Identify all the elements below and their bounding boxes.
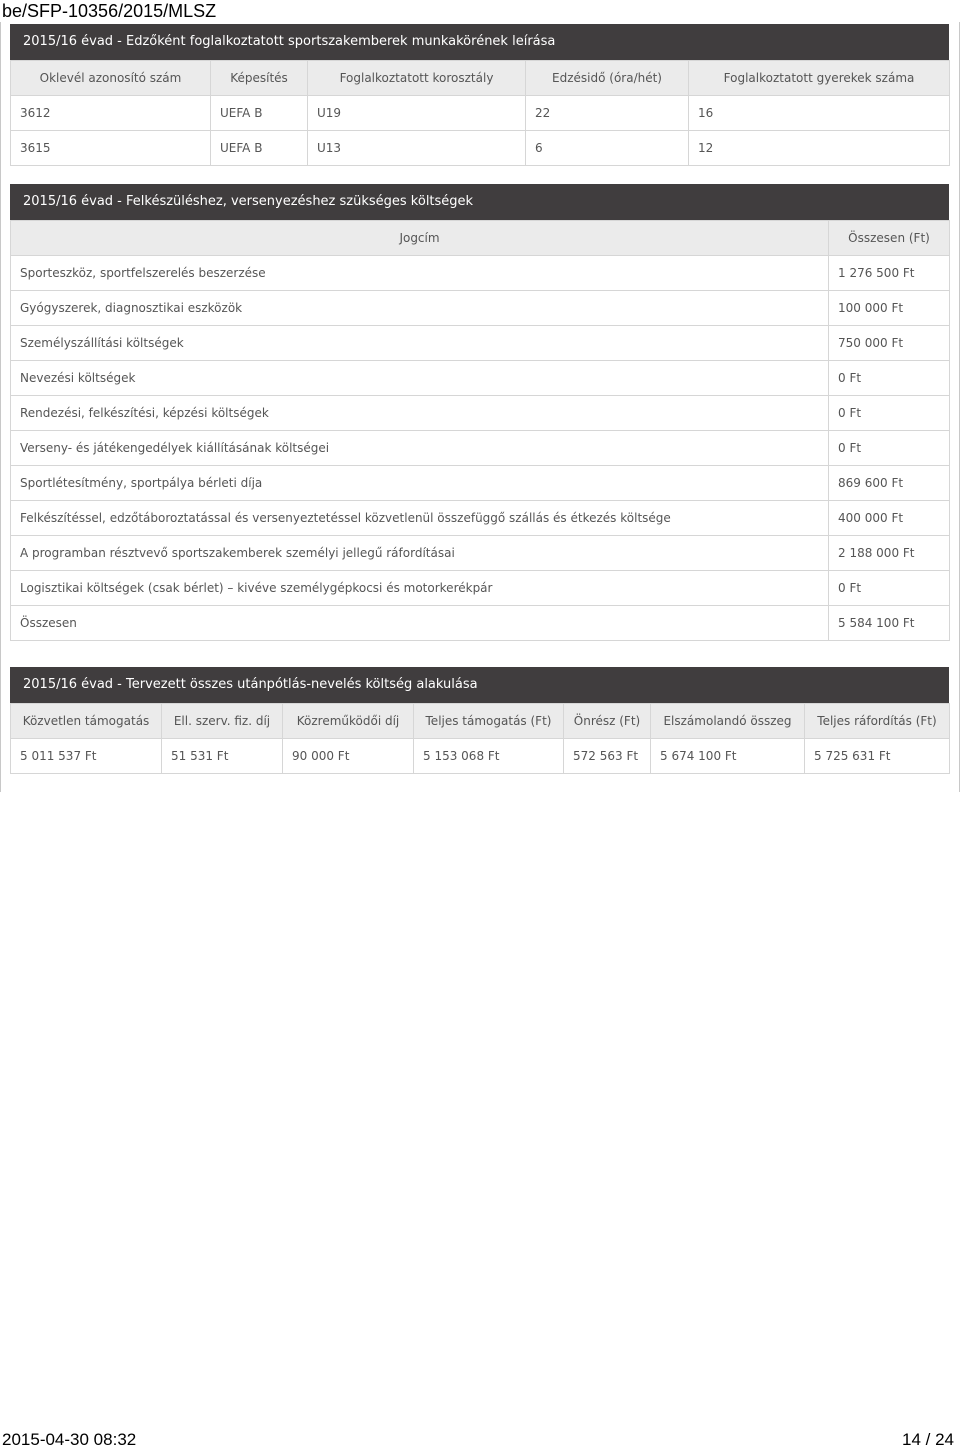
table-row — [11, 571, 950, 606]
cost-amount-cell: 0 Ft — [829, 571, 950, 606]
table-row — [11, 131, 950, 166]
cell: 5 153 068 Ft — [414, 739, 564, 774]
costs-table — [10, 220, 950, 641]
col-total: Összesen (Ft) — [829, 221, 950, 256]
cell: 5 725 631 Ft — [805, 739, 950, 774]
table-row — [11, 501, 950, 536]
table-row — [11, 466, 950, 501]
cost-amount-cell: 1 276 500 Ft — [829, 256, 950, 291]
table-row — [11, 96, 950, 131]
col-total-expenditure: Teljes ráfordítás (Ft) — [805, 704, 950, 739]
staff-table — [10, 60, 950, 166]
cost-amount-cell: 100 000 Ft — [829, 291, 950, 326]
cost-title-cell: Logisztikai költségek (csak bérlet) – kivéve személygépkocsi és motorkerékpár — [11, 571, 829, 606]
table-row — [11, 739, 950, 774]
cell: 6 — [526, 131, 689, 166]
document-id: be/SFP-10356/2015/MLSZ — [2, 1, 217, 21]
col-contributor-fee: Közreműködői díj — [283, 704, 414, 739]
cost-amount-cell: 0 Ft — [829, 431, 950, 466]
col-age-group: Foglalkoztatott korosztály — [308, 61, 526, 96]
cost-title-cell: Rendezési, felkészítési, képzési költségek — [11, 396, 829, 431]
cost-amount-cell: 2 188 000 Ft — [829, 536, 950, 571]
col-children-count: Foglalkoztatott gyerekek száma — [689, 61, 950, 96]
summary-header-row — [11, 704, 950, 739]
col-qualification: Képesítés — [211, 61, 308, 96]
cost-amount-cell: 0 Ft — [829, 361, 950, 396]
cost-amount-cell: 869 600 Ft — [829, 466, 950, 501]
cost-title-cell: A programban résztvevő sportszakemberek személyi jellegű ráfordításai — [11, 536, 829, 571]
table-row — [11, 431, 950, 466]
footer-timestamp: 2015-04-30 08:32 — [2, 1430, 137, 1449]
cell: UEFA B — [211, 131, 308, 166]
cost-amount-cell: 0 Ft — [829, 396, 950, 431]
cell: 16 — [689, 96, 950, 131]
cell: UEFA B — [211, 96, 308, 131]
cost-title-cell: Felkészítéssel, edzőtáboroztatással és versenyeztetéssel közvetlenül összefüggő szállás és étkezés költsége — [11, 501, 829, 536]
costs-section-title: 2015/16 évad - Felkészüléshez, versenyezéshez szükséges költségek — [10, 184, 949, 220]
summary-table — [10, 703, 950, 774]
cost-title-cell: Sportlétesítmény, sportpálya bérleti díja — [11, 466, 829, 501]
cost-amount-cell: 750 000 Ft — [829, 326, 950, 361]
cost-title-cell: Nevezési költségek — [11, 361, 829, 396]
cost-title-cell: Gyógyszerek, diagnosztikai eszközök — [11, 291, 829, 326]
col-direct-support: Közvetlen támogatás — [11, 704, 162, 739]
cell: 3612 — [11, 96, 211, 131]
col-total-support: Teljes támogatás (Ft) — [414, 704, 564, 739]
cell: 90 000 Ft — [283, 739, 414, 774]
summary-section — [10, 667, 949, 774]
cost-title-cell: Verseny- és játékengedélyek kiállításának költségei — [11, 431, 829, 466]
cell: 3615 — [11, 131, 211, 166]
col-own-share: Önrész (Ft) — [564, 704, 651, 739]
table-row — [11, 326, 950, 361]
cell: U19 — [308, 96, 526, 131]
staff-section — [10, 24, 949, 166]
staff-header-row — [11, 61, 950, 96]
table-row — [11, 536, 950, 571]
col-accountable-amount: Elszámolandó összeg — [651, 704, 805, 739]
table-row — [11, 396, 950, 431]
cell: 22 — [526, 96, 689, 131]
cell: 572 563 Ft — [564, 739, 651, 774]
cell: 51 531 Ft — [162, 739, 283, 774]
table-row — [11, 256, 950, 291]
footer-page-number: 14 / 24 — [902, 1430, 954, 1449]
cell: 5 674 100 Ft — [651, 739, 805, 774]
col-control-fee: Ell. szerv. fiz. díj — [162, 704, 283, 739]
cost-title-cell: Személyszállítási költségek — [11, 326, 829, 361]
cell: 12 — [689, 131, 950, 166]
table-row — [11, 291, 950, 326]
costs-section — [10, 184, 949, 641]
cost-amount-cell: 400 000 Ft — [829, 501, 950, 536]
summary-section-title: 2015/16 évad - Tervezett összes utánpótlás-nevelés költség alakulása — [10, 667, 949, 703]
col-title: Jogcím — [11, 221, 829, 256]
col-diploma-id: Oklevél azonosító szám — [11, 61, 211, 96]
cost-title-cell: Összesen — [11, 606, 829, 641]
table-row — [11, 361, 950, 396]
col-training-hours: Edzésidő (óra/hét) — [526, 61, 689, 96]
staff-section-title: 2015/16 évad - Edzőként foglalkoztatott sportszakemberek munkakörének leírása — [10, 24, 949, 60]
cell: 5 011 537 Ft — [11, 739, 162, 774]
cell: U13 — [308, 131, 526, 166]
costs-header-row — [11, 221, 950, 256]
table-row — [11, 606, 950, 641]
cost-amount-cell: 5 584 100 Ft — [829, 606, 950, 641]
cost-title-cell: Sporteszköz, sportfelszerelés beszerzése — [11, 256, 829, 291]
